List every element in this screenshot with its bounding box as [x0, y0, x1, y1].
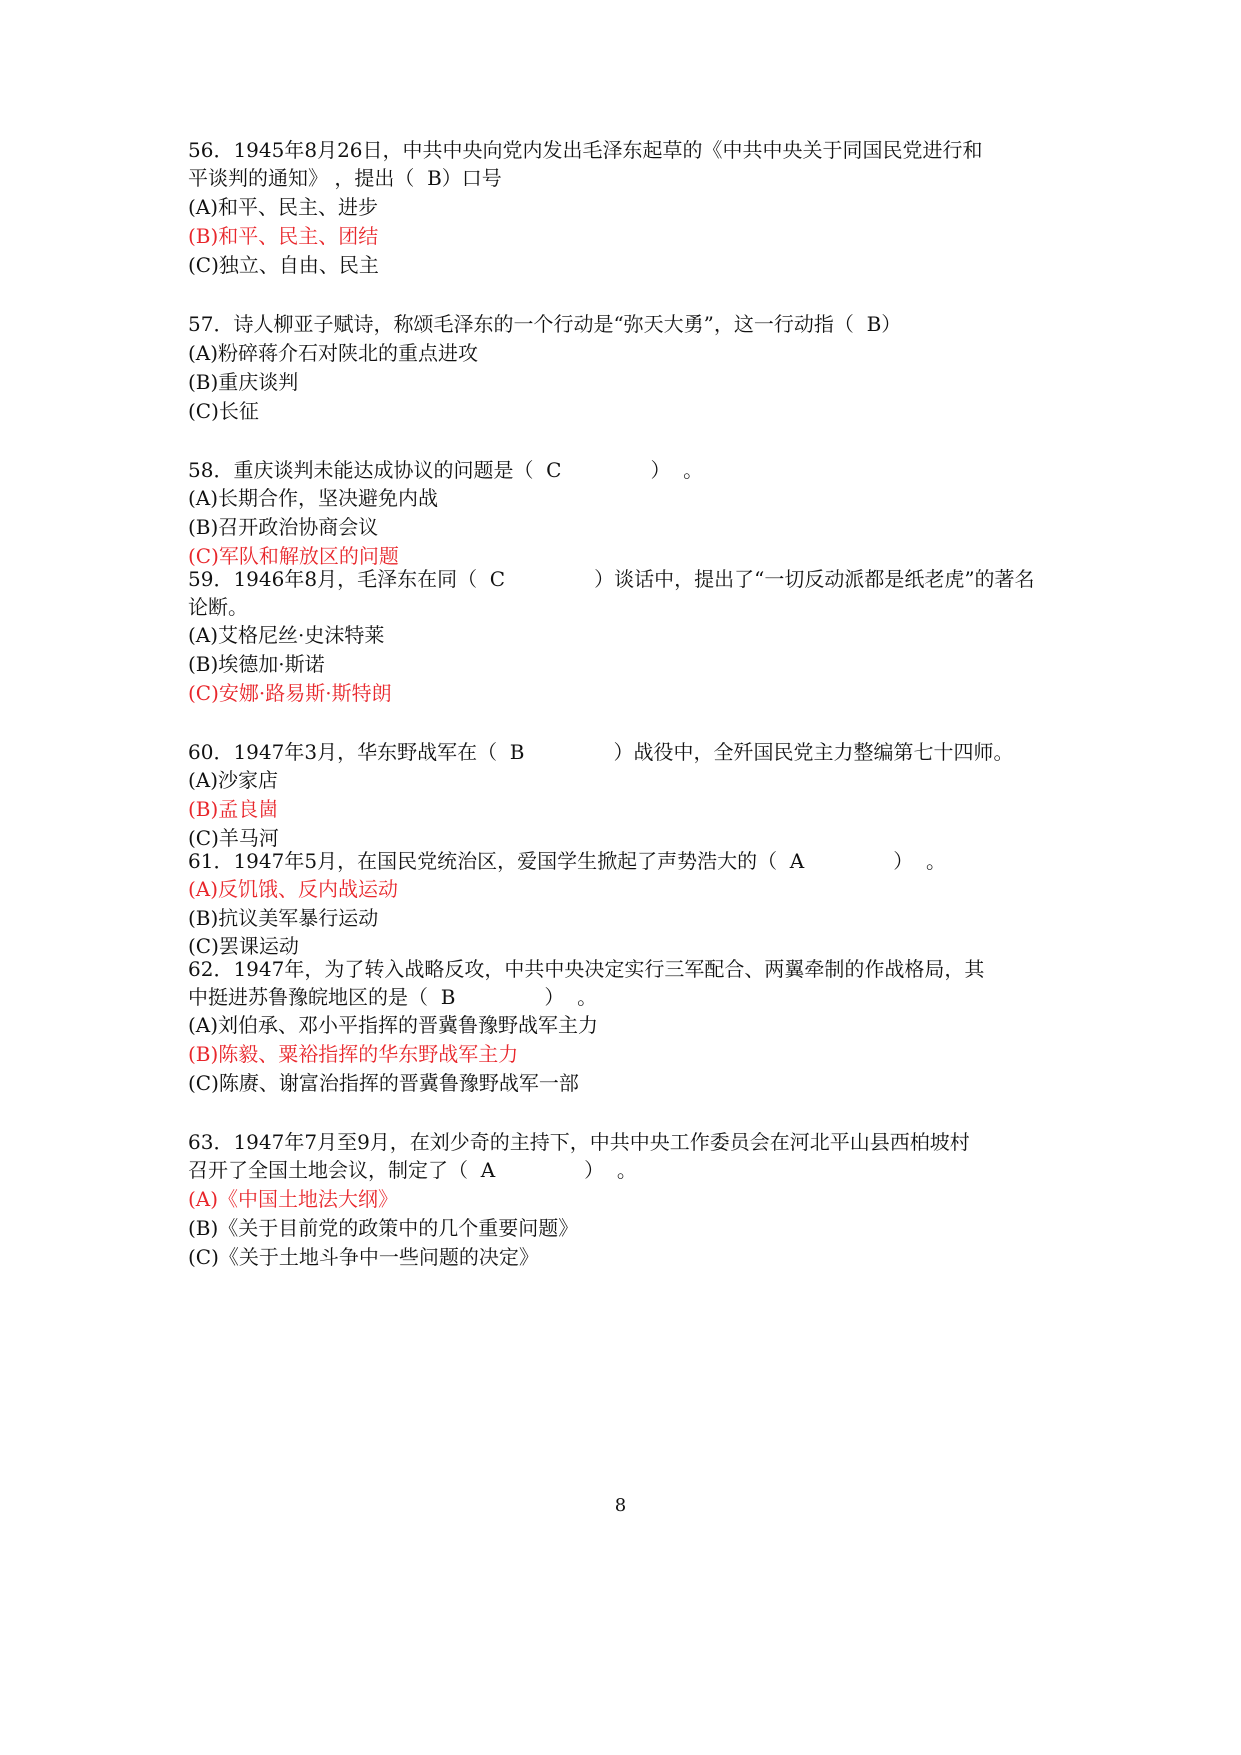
- answer-option-correct: (B)陈毅、粟裕指挥的华东野战军主力: [188, 1042, 519, 1066]
- question-stem: 中挺进苏鲁豫皖地区的是（ B ） 。: [188, 985, 598, 1009]
- answer-option: (A)粉碎蒋介石对陕北的重点进攻: [188, 341, 479, 365]
- answer-option-correct: (B)孟良崮: [188, 797, 279, 821]
- question-stem: 62．1947年，为了转入战略反攻，中共中央决定实行三军配合、两翼牵制的作战格局，其: [188, 957, 985, 981]
- answer-option: (A)刘伯承、邓小平指挥的晋冀鲁豫野战军主力: [188, 1013, 599, 1037]
- question-stem: 57．诗人柳亚子赋诗，称颂毛泽东的一个行动是“弥天大勇”，这一行动指（ B）: [188, 312, 902, 336]
- answer-option: (C)罢课运动: [188, 934, 299, 958]
- answer-option: (C)长征: [188, 399, 259, 423]
- question-stem: 召开了全国土地会议，制定了（ A ） 。: [188, 1158, 637, 1182]
- answer-option-correct: (C)军队和解放区的问题: [188, 544, 399, 568]
- answer-option: (C)《关于土地斗争中一些问题的决定》: [188, 1245, 539, 1269]
- question-stem: 63．1947年7月至9月，在刘少奇的主持下，中共中央工作委员会在河北平山县西柏坡村: [188, 1130, 970, 1154]
- answer-option: (C)羊马河: [188, 826, 279, 850]
- answer-option: (C)陈赓、谢富治指挥的晋冀鲁豫野战军一部: [188, 1071, 579, 1095]
- answer-option-correct: (B)和平、民主、团结: [188, 224, 379, 248]
- answer-option: (A)和平、民主、进步: [188, 195, 379, 219]
- answer-option: (B)重庆谈判: [188, 370, 299, 394]
- answer-option: (A)艾格尼丝·史沫特莱: [188, 623, 385, 647]
- question-stem: 平谈判的通知》 ，提出（ B）口号: [188, 166, 502, 190]
- page-number: 8: [614, 1495, 627, 1516]
- answer-option: (B)埃德加·斯诺: [188, 652, 325, 676]
- question-stem: 59．1946年8月，毛泽东在同（ C ）谈话中，提出了“一切反动派都是纸老虎”的著名: [188, 567, 1035, 591]
- answer-option: (C)独立、自由、民主: [188, 253, 379, 277]
- answer-option: (B)《关于目前党的政策中的几个重要问题》: [188, 1216, 579, 1240]
- answer-option: (A)长期合作，坚决避免内战: [188, 486, 439, 510]
- question-stem: 56．1945年8月26日，中共中央向党内发出毛泽东起草的《中共中央关于同国民党进行和: [188, 138, 983, 162]
- answer-option-correct: (A)《中国土地法大纲》: [188, 1187, 399, 1211]
- answer-option-correct: (A)反饥饿、反内战运动: [188, 877, 399, 901]
- answer-option-correct: (C)安娜·路易斯·斯特朗: [188, 681, 392, 705]
- answer-option: (A)沙家店: [188, 768, 279, 792]
- question-stem: 61．1947年5月，在国民党统治区，爱国学生掀起了声势浩大的（ A ） 。: [188, 849, 946, 873]
- answer-option: (B)召开政治协商会议: [188, 515, 379, 539]
- answer-option: (B)抗议美军暴行运动: [188, 906, 379, 930]
- question-stem: 60．1947年3月，华东野战军在（ B ）战役中，全歼国民党主力整编第七十四师。: [188, 740, 1014, 764]
- question-stem: 58．重庆谈判未能达成协议的问题是（ C ） 。: [188, 458, 704, 482]
- question-stem: 论断。: [188, 595, 248, 619]
